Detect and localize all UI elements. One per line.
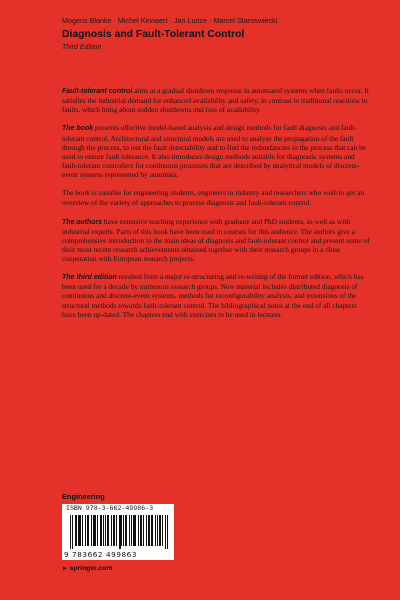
paragraph-text: resulted from a major re-structuring and re-writing of the former edition, which has been used for a decade by numerous research groups. New material includes distributed diagnosis of continuous and discrete-event systems, methods for reconfigurability analysis, and extensions of the structural methods towards fault-tolerant control. The bibliographical notes at the end of all chapters have been up-dated. The chapters end with exercises to be used in lectures. xyxy=(62,272,364,319)
blurb-paragraph-3 xyxy=(62,188,372,207)
blurb-text xyxy=(62,86,372,328)
ean-number: 9 783662 499863 xyxy=(64,550,138,559)
paragraph-lead: The book xyxy=(62,125,94,133)
barcode-panel xyxy=(62,504,174,560)
paragraph-text: The book is suitable for engineering students, engineers in industry and researchers who wish to get an overview of the variety of approaches to process diagnosis and fault-tolerant control. xyxy=(62,188,365,208)
book-title: Diagnosis and Fault-Tolerant Control xyxy=(62,29,245,40)
blurb-paragraph-5 xyxy=(62,272,372,318)
blurb-paragraph-2 xyxy=(62,123,372,179)
paragraph-lead: Fault-tolerant control xyxy=(62,88,133,95)
blurb-paragraph-1 xyxy=(62,86,372,114)
arrow-right-icon: ► xyxy=(62,566,70,572)
website-text: springer.com xyxy=(69,565,113,572)
barcode-icon xyxy=(70,515,168,549)
edition-label: Third Edition xyxy=(62,44,102,51)
paragraph-text: have extensive teaching experience with graduate and PhD students, as well as with industrial experts. Parts of this book have been used in courses for this audience. The authors give a comprehensive introduction to the main ideas of diagnosis and fault-tolerant control and present some of their most recent research achievements obtained together with their research groups in a close cooperation with European research projects. xyxy=(62,216,370,263)
publisher-website xyxy=(62,565,112,572)
paragraph-lead: The third edition xyxy=(62,274,117,282)
isbn-label: ISBN 978-3-662-49986-3 xyxy=(66,505,154,512)
blurb-paragraph-4 xyxy=(62,217,372,263)
authors-line: Mogens Blanke · Michel Kinnaert · Jan Lunze · Marcel Staroswiecki xyxy=(62,16,278,25)
subject-category: Engineering xyxy=(62,492,105,501)
paragraph-lead: The authors xyxy=(62,218,103,226)
paragraph-text: aims at a gradual shutdown response in automated systems when faults occur. It satisfies the industrial demand for enhanced availability and safety, in contrast to traditional reactions to faults, which bring about sudden shutdowns and loss of availability. xyxy=(62,86,369,115)
paragraph-text: presents effective model-based analysis and design methods for fault diagnosis and fault-tolerant control. Architectural and structural models are used to analyse the propagation of the fault through the process, to test the fault detectability and to find the redundancies in the process that can be used to ensure fault tolerance. It also introduces design methods suitable for diagnostic systems and fault-tolerant controllers for continuous processes that are described by analytical models of discrete-event systems represented by automata. xyxy=(62,123,367,179)
